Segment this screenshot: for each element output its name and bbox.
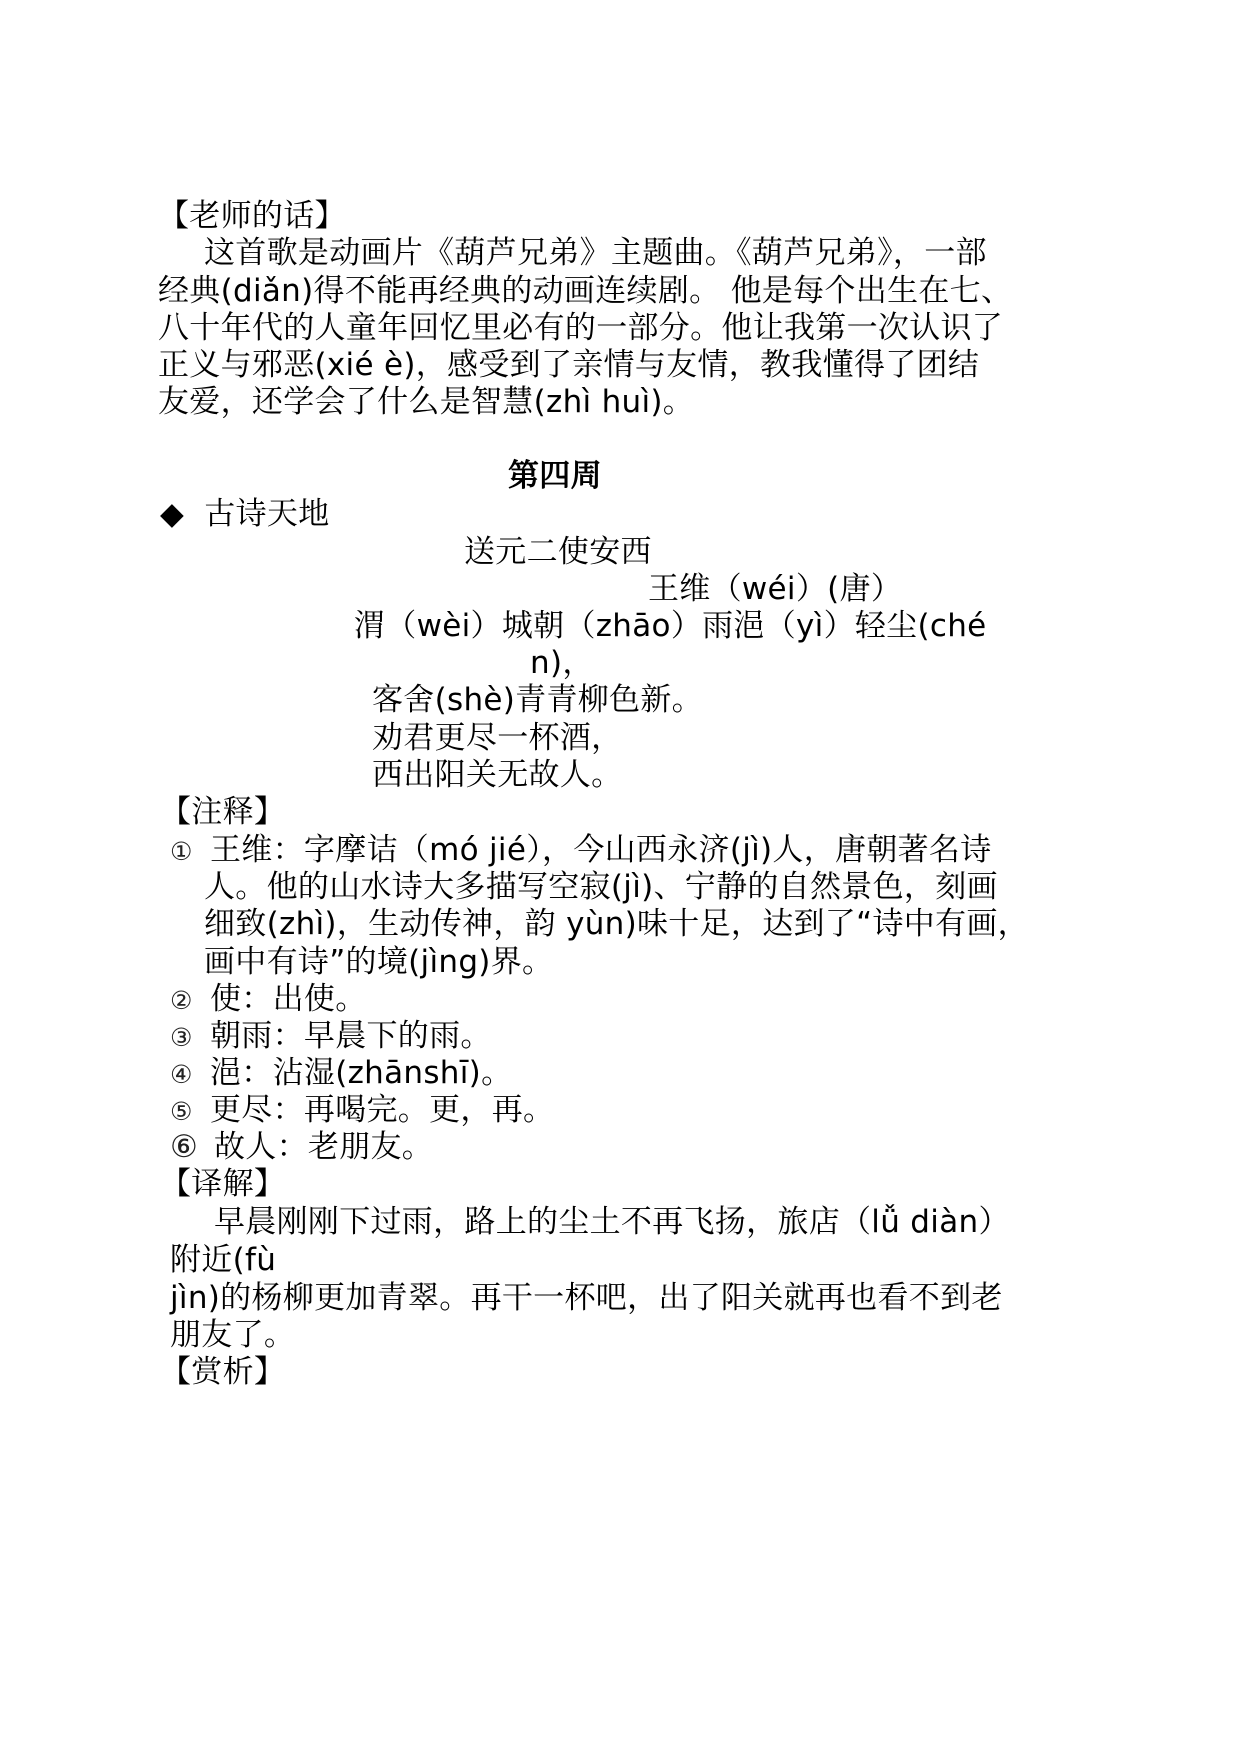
note-text-1-line-3: 细致(zhì)，生动传神，韵 yùn)味十足，达到了“诗中有画， — [204, 906, 1029, 942]
teacher-line-5: 友爱，还学会了什么是智慧(zhì huì)。 — [158, 384, 695, 420]
poem-title: 送元二使安西 — [464, 534, 652, 570]
teacher-line-1: 这首歌是动画片《葫芦兄弟》主题曲。《葫芦兄弟》，一部 — [204, 235, 987, 271]
poem-line-2: 客舍(shè)青青柳色新。 — [372, 682, 703, 718]
translation-heading: 【译解】 — [160, 1166, 286, 1202]
note-text-6: 故人：老朋友。 — [214, 1129, 434, 1165]
note-item-3 — [170, 1016, 492, 1058]
poem-line-3: 劝君更尽一杯酒， — [372, 720, 623, 756]
note-marker-2: ② — [170, 986, 193, 1015]
teacher-heading: 【老师的话】 — [158, 198, 346, 234]
translation-line-3: jìn)的杨柳更加青翠。再干一杯吧，出了阳关就再也看不到老 — [170, 1280, 1003, 1316]
section-title-row — [160, 494, 330, 534]
teacher-line-4: 正义与邪恶(xié è)，感受到了亲情与友情，教我懂得了团结 — [158, 347, 980, 383]
note-item-4 — [170, 1053, 512, 1095]
week-title: 第四周 — [508, 458, 602, 494]
note-text-1-line-2: 人。他的山水诗大多描写空寂(jì)、宁静的自然景色，刻画 — [204, 869, 998, 905]
note-item-1 — [170, 830, 992, 872]
poem-line-1: 渭（wèi）城朝（zhāo）雨浥（yì）轻尘(ché — [354, 608, 987, 644]
note-marker-3: ③ — [170, 1023, 193, 1052]
note-text-5: 更尽：再喝完。更，再。 — [210, 1092, 555, 1128]
notes-heading: 【注释】 — [160, 794, 286, 830]
translation-line-1: 早晨刚刚下过雨，路上的尘土不再飞扬，旅店（lǚ diàn） — [214, 1204, 1010, 1240]
poem-line-1-cont: n)， — [530, 645, 594, 681]
note-marker-5: ⑤ — [170, 1097, 193, 1126]
note-marker-1: ① — [170, 837, 193, 866]
poem-author: 王维（wéi）(唐） — [648, 571, 903, 607]
note-marker-4: ④ — [170, 1060, 193, 1089]
note-text-2: 使：出使。 — [210, 981, 367, 1017]
teacher-line-2: 经典(diǎn)得不能再经典的动画连续剧。 他是每个出生在七、 — [158, 273, 1013, 309]
note-text-3: 朝雨：早晨下的雨。 — [210, 1018, 492, 1054]
section-title: 古诗天地 — [204, 496, 330, 532]
note-marker-6: ⑥ — [170, 1129, 199, 1165]
note-text-1-line-1: 王维：字摩诘（mó jié），今山西永济(jì)人，唐朝著名诗 — [210, 832, 992, 868]
note-text-4: 浥：沾湿(zhānshī)。 — [210, 1055, 513, 1091]
translation-line-2: 附近(fù — [170, 1242, 277, 1278]
note-item-2 — [170, 979, 367, 1021]
poem-line-4: 西出阳关无故人。 — [372, 757, 623, 793]
note-item-5 — [170, 1090, 554, 1132]
translation-line-4: 朋友了。 — [170, 1317, 296, 1353]
note-text-1-line-4: 画中有诗”的境(jìng)界。 — [204, 944, 554, 980]
teacher-line-3: 八十年代的人童年回忆里必有的一部分。他让我第一次认识了 — [158, 310, 1004, 346]
diamond-bullet-icon: ◆ — [160, 496, 185, 532]
appreciation-heading: 【赏析】 — [160, 1354, 286, 1390]
note-item-6 — [170, 1127, 433, 1167]
